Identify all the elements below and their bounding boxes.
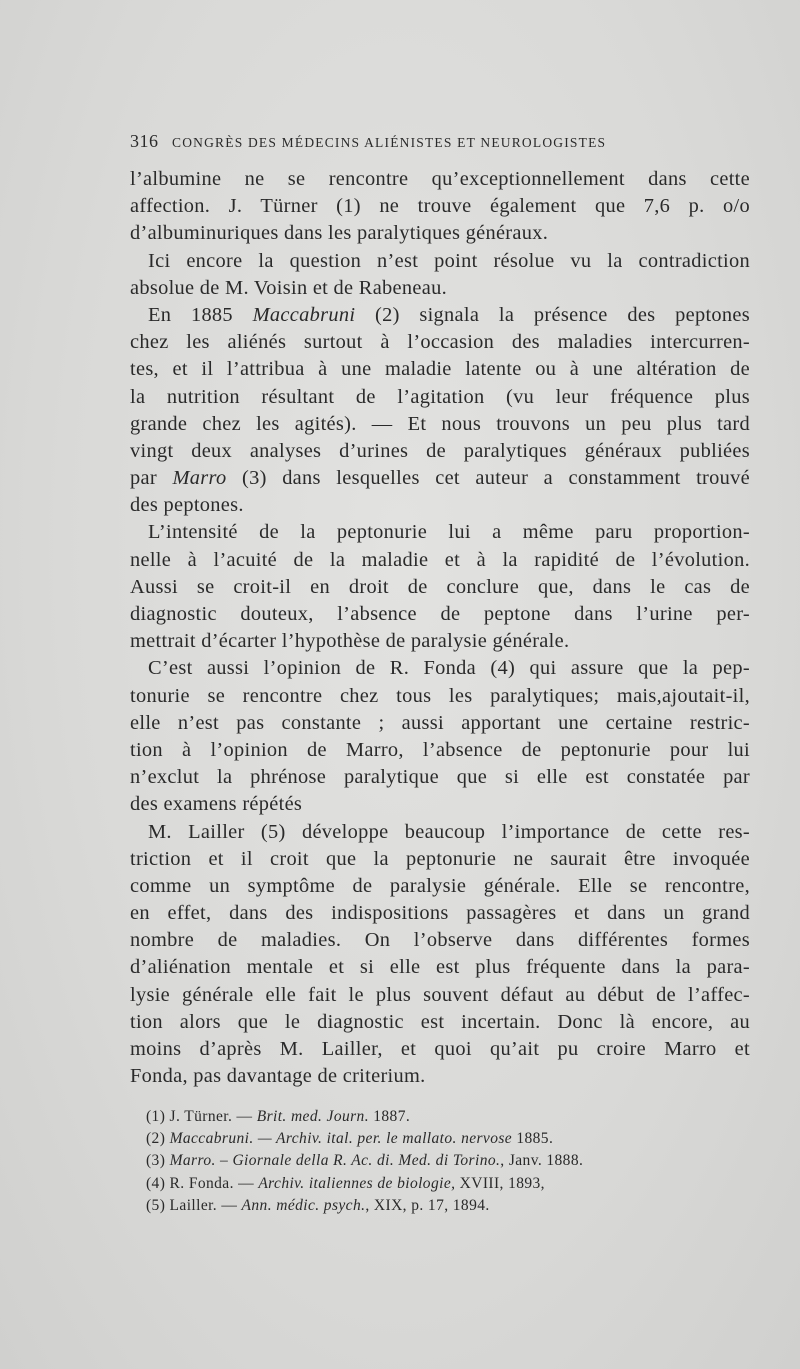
footnote <box>130 1150 750 1172</box>
text-run: nelle à l’acuité de la maladie et à la rapidité de l’évolution. <box>130 548 750 571</box>
text-line <box>130 1009 750 1036</box>
text-run: (5) Lailler. — <box>146 1196 242 1214</box>
footnote <box>130 1128 750 1150</box>
text-run: (3) dans lesquelles cet auteur a constamment trouvé <box>226 467 750 490</box>
text-run: tion alors que le diagnostic est incertain. Donc là encore, au <box>130 1010 750 1033</box>
text-run: (2) <box>146 1130 170 1148</box>
page-number: 316 <box>130 131 159 151</box>
text-line <box>130 302 750 329</box>
text-run: Fonda, pas davantage de criterium. <box>130 1065 426 1088</box>
text-run: absolue de M. Voisin et de Rabeneau. <box>130 276 447 299</box>
text-line <box>130 438 750 465</box>
text-run: 1885. <box>512 1130 554 1148</box>
text-line <box>130 764 750 791</box>
italic-text: Marro <box>172 467 227 490</box>
text-line <box>130 1036 750 1063</box>
italic-text: Maccabruni. — Archiv. ital. per. le mallato. nervose <box>169 1130 513 1148</box>
text-run: des peptones. <box>130 494 244 517</box>
text-run: mettrait d’écarter l’hypothèse de paralysie générale. <box>130 630 570 653</box>
text-run: comme un symptôme de paralysie générale. Elle se rencontre, <box>130 874 750 897</box>
text-run: n’exclut la phrénose paralytique que si elle est constatée par <box>130 766 750 789</box>
text-run: (4) R. Fonda. — <box>146 1174 259 1192</box>
text-line <box>130 819 750 846</box>
text-run: (1) J. Türner. — <box>146 1108 257 1125</box>
text-line <box>130 982 750 1009</box>
text-line <box>130 574 750 601</box>
italic-text: Archiv. italiennes de biologie, <box>258 1174 456 1192</box>
text-line <box>130 1063 750 1090</box>
italic-text: Ann. médic. psych. <box>241 1196 366 1214</box>
text-run: XVIII, 1893, <box>455 1174 545 1192</box>
footnote <box>130 1195 750 1217</box>
text-run: affection. J. Türner (1) ne trouve également que 7,6 p. o/o <box>130 195 750 218</box>
text-line <box>130 166 750 193</box>
text-line <box>130 601 750 628</box>
text-line <box>130 329 750 356</box>
text-run: par <box>130 467 173 490</box>
text-run: M. Lailler (5) développe beaucoup l’importance de cette res- <box>148 820 750 843</box>
text-run: chez les aliénés surtout à l’occasion des maladies intercurren- <box>130 331 750 354</box>
text-run: tes, et il l’attribua à une maladie latente ou à une altération de <box>130 358 750 381</box>
text-line <box>130 411 750 438</box>
italic-text: Marro. – Giornale della R. Ac. di. Med. di Torino. <box>169 1152 501 1170</box>
text-run: C’est aussi l’opinion de R. Fonda (4) qui assure que la pep- <box>148 657 750 680</box>
text-run: en effet, dans des indispositions passagères et dans un grand <box>130 902 750 925</box>
text-run: (2) signala la présence des peptones <box>355 303 750 326</box>
text-run: l’albumine ne se rencontre qu’exceptionnellement dans cette <box>130 168 750 190</box>
text-line <box>130 900 750 927</box>
text-run: En 1885 <box>148 303 253 326</box>
text-line <box>130 683 750 710</box>
running-title: CONGRÈS DES MÉDECINS ALIÉNISTES ET NEUROLOGISTES <box>172 135 607 150</box>
body-text <box>130 166 750 1090</box>
text-line <box>130 384 750 411</box>
text-run: (3) <box>146 1152 170 1170</box>
text-run: 1887. <box>368 1108 411 1125</box>
text-line <box>130 275 750 302</box>
text-line <box>130 248 750 275</box>
text-line <box>130 628 750 655</box>
text-run: moins d’après M. Lailler, et quoi qu’ait pu croire Marro et <box>130 1038 750 1060</box>
footnotes <box>130 1106 750 1217</box>
text-run: d’aliénation mentale et si elle est plus fréquente dans la para- <box>130 956 750 979</box>
text-run: lysie générale elle fait le plus souvent défaut au début de l’affec- <box>130 983 750 1006</box>
text-line <box>130 356 750 383</box>
text-run: des examens répétés <box>130 793 303 816</box>
text-line <box>130 710 750 737</box>
text-line <box>130 873 750 900</box>
footnote <box>130 1106 750 1128</box>
italic-text: Brit. med. Journ. <box>256 1108 369 1125</box>
text-run: diagnostic douteux, l’absence de peptone dans l’urine per- <box>130 603 750 625</box>
text-run: , XIX, p. 17, 1894. <box>365 1196 490 1214</box>
text-run: vingt deux analyses d’urines de paralytiques généraux publiées <box>130 439 750 462</box>
text-line <box>130 519 750 546</box>
text-line <box>130 954 750 981</box>
text-line <box>130 791 750 818</box>
text-run: , Janv. 1888. <box>500 1152 584 1170</box>
text-run: Aussi se croit-il en droit de conclure que, dans le cas de <box>130 575 750 598</box>
text-line <box>130 846 750 873</box>
text-run: elle n’est pas constante ; aussi apportant une certaine restric- <box>130 711 750 734</box>
text-line <box>130 547 750 574</box>
text-run: tonurie se rencontre chez tous les paralytiques; mais,ajoutait-il, <box>130 684 750 707</box>
page-header <box>130 131 690 157</box>
text-line <box>130 465 750 492</box>
text-run: nombre de maladies. On l’observe dans différentes formes <box>130 929 750 952</box>
text-line <box>130 492 750 519</box>
text-line <box>130 193 750 220</box>
text-run: la nutrition résultant de l’agitation (vu leur fréquence plus <box>130 385 750 408</box>
text-run: L’intensité de la peptonurie lui a même paru proportion- <box>148 521 750 544</box>
italic-text: Maccabruni <box>252 303 356 326</box>
text-line <box>130 737 750 764</box>
text-run: triction et il croit que la peptonurie ne saurait être invoquée <box>130 847 750 870</box>
text-run: d’albuminuriques dans les paralytiques généraux. <box>130 222 549 245</box>
text-line <box>130 220 750 247</box>
text-run: tion à l’opinion de Marro, l’absence de peptonurie pour lui <box>130 738 750 761</box>
text-run: grande chez les agités). — Et nous trouvons un peu plus tard <box>130 412 750 435</box>
text-run: Ici encore la question n’est point résolue vu la contradiction <box>148 249 750 272</box>
footnote <box>130 1173 750 1195</box>
text-line <box>130 655 750 682</box>
text-line <box>130 927 750 954</box>
